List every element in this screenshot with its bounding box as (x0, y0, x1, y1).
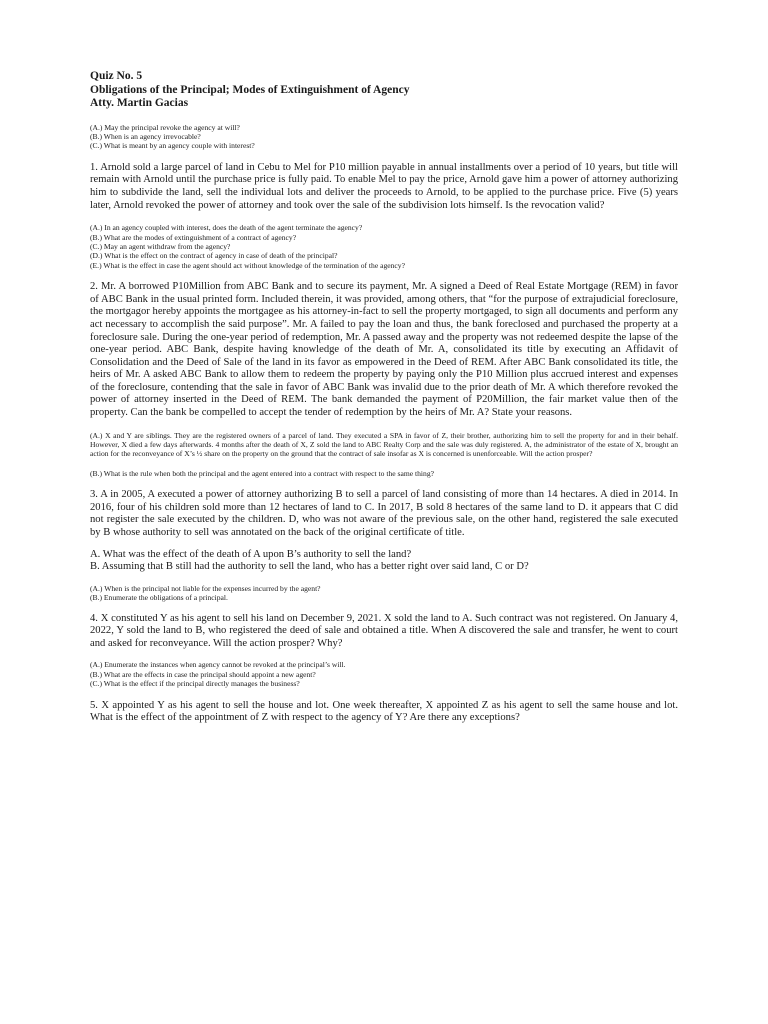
question-3-text: 3. A in 2005, A executed a power of attorney authorizing B to sell a parcel of land consisting of more than 14 hectares. A died in 2014. In 2016, four of his children sold more than 12 hectares of land to C. In 2017, B sold 8 hectares of the same land to D. it appears that C did not register the sale executed by the children. D, who was not aware of the previous sale, on the other hand, registered the sale executed by B whose authority to sell was annotated on the back of the original certificate of title. (90, 489, 678, 539)
sub-question: (E.) What is the effect in case the agent should act without knowledge of the termination of the agency? (90, 260, 405, 270)
question-1-text: 1. Arnold sold a large parcel of land in Cebu to Mel for P10 million payable in annual installments over a period of 10 years, but title will remain with Arnold until the purchase price is fully paid. To enable Mel to pay the price, Arnold gave him a power of attorney authorizing him to subdivide the land, sell the individual lots and deliver the proceeds to Arnold, to be applied to the purchase price. Five (5) years later, Arnold revoked the power of attorney and took over the sale of the subdivision lots himself. Is the revocation valid? (90, 161, 678, 211)
question-2 (90, 281, 678, 420)
sub-question: (A.) When is the principal not liable for the expenses incurred by the agent? (90, 583, 321, 593)
quiz-author: Atty. Martin Gacias (90, 97, 189, 109)
question-2-sub-a: (A.) X and Y are siblings. They are the registered owners of a parcel of land. They executed a SPA in favor of Z, their brother, authorizing him to sell the property for and in their behalf. However, X died a few days afterwards. 4 months after the death of X, Z sold the land to ABC Realty Corp and the sale was duly registered. A, the administrator of the estate of X, brought an action for the reconveyance of X’s ½ share on the property on the ground that the contract of sale insofar as X is concerned is unenforceable. Will the action prosper? (90, 430, 678, 459)
sub-question: (A.) May the principal revoke the agency at will? (90, 122, 240, 132)
sub-question: (C.) What is meant by an agency couple with interest? (90, 141, 255, 151)
question-2-text: 2. Mr. A borrowed P10Million from ABC Bank and to secure its payment, Mr. A signed a Deed of Real Estate Mortgage (REM) in favor of ABC Bank in the usual printed form. Included therein, it was provided, among others, that “for the purpose of extrajudicial foreclosure, the mortgagor hereby appoints the mortgagee as his attorney-in-fact to sell the property mortgaged, to sign all documents and perform any act necessary to accomplish the said purpose”. Mr. A failed to pay the loan and thus, the bank foreclosed and purchased the property at a foreclosure sale. During the one-year period of redemption, Mr. A passed away and the property was not redeemed despite the lapse of the one-year period. ABC Bank, despite having knowledge of the death of Mr. A, consolidated its title by executing an Affidavit of Consolidation and the Deed of Sale of the land in its favor as empowered in the Deed of REM. After ABC Bank consolidated its title, the heirs of Mr. A asked ABC Bank to allow them to redeem the property by paying only the P10 Million plus accrued interest and expenses of the foreclosure, contending that the sale in favor of ABC Bank was invalid due to the prior death of Mr. A which therefore revoked the power of attorney inserted in the Deed of REM. The bank demanded the payment of P20Million, the fair market value then of the property. Can the bank be compelled to accept the tender of redemption by the heirs of Mr. A? State your reasons. (90, 281, 678, 419)
sub-question: (D.) What is the effect on the contract of agency in case of death of the principal? (90, 251, 338, 261)
question-5 (90, 700, 678, 725)
sub-question: (B.) What are the effects in case the principal should appoint a new agent? (90, 669, 316, 679)
intro-sub-questions (90, 123, 678, 151)
question-3-parts (90, 549, 678, 574)
question-3-part: A. What was the effect of the death of A upon B’s authority to sell the land? (90, 548, 412, 560)
question-2-sub-b: (B.) What is the rule when both the principal and the agent entered into a contract with respect to the same thing? (90, 468, 434, 478)
question-1-sub-questions (90, 223, 678, 270)
quiz-title: Obligations of the Principal; Modes of Extinguishment of Agency (90, 83, 410, 96)
quiz-number: Quiz No. 5 (90, 70, 143, 82)
sub-question: (A.) Enumerate the instances when agency cannot be revoked at the principal’s will. (90, 660, 346, 670)
sub-question: (C.) May an agent withdraw from the agency? (90, 241, 231, 251)
quiz-header (90, 70, 678, 111)
question-4 (90, 613, 678, 651)
question-4-text: 4. X constituted Y as his agent to sell his land on December 9, 2021. X sold the land to A. Such contract was not registered. On January 4, 2022, Y sold the land to B, who registered the deed of sale and obtained a title. When A discovered the sale and transfer, he went to court and asked for reconveyance. Will the action prosper? Why? (90, 612, 678, 649)
sub-question: (C.) What is the effect if the principal directly manages the business? (90, 679, 300, 689)
question-3-part: B. Assuming that B still had the authority to sell the land, who has a better right over said land, C or D? (90, 561, 529, 573)
question-5-text: 5. X appointed Y as his agent to sell the house and lot. One week thereafter, X appointed Z as his agent to sell the same house and lot. What is the effect of the appointment of Z with respect to the agency of Y? Are there any exceptions? (90, 699, 678, 724)
question-3 (90, 489, 678, 539)
question-4-sub-questions (90, 660, 678, 688)
sub-question: (B.) Enumerate the obligations of a principal. (90, 593, 228, 603)
question-1 (90, 162, 678, 212)
document-body (90, 70, 678, 725)
sub-question: (B.) What are the modes of extinguishment of a contract of agency? (90, 232, 297, 242)
sub-question: (B.) When is an agency irrevocable? (90, 131, 201, 141)
question-3-sub-questions (90, 584, 678, 603)
sub-question: (A.) In an agency coupled with interest, does the death of the agent terminate the agency? (90, 223, 363, 233)
